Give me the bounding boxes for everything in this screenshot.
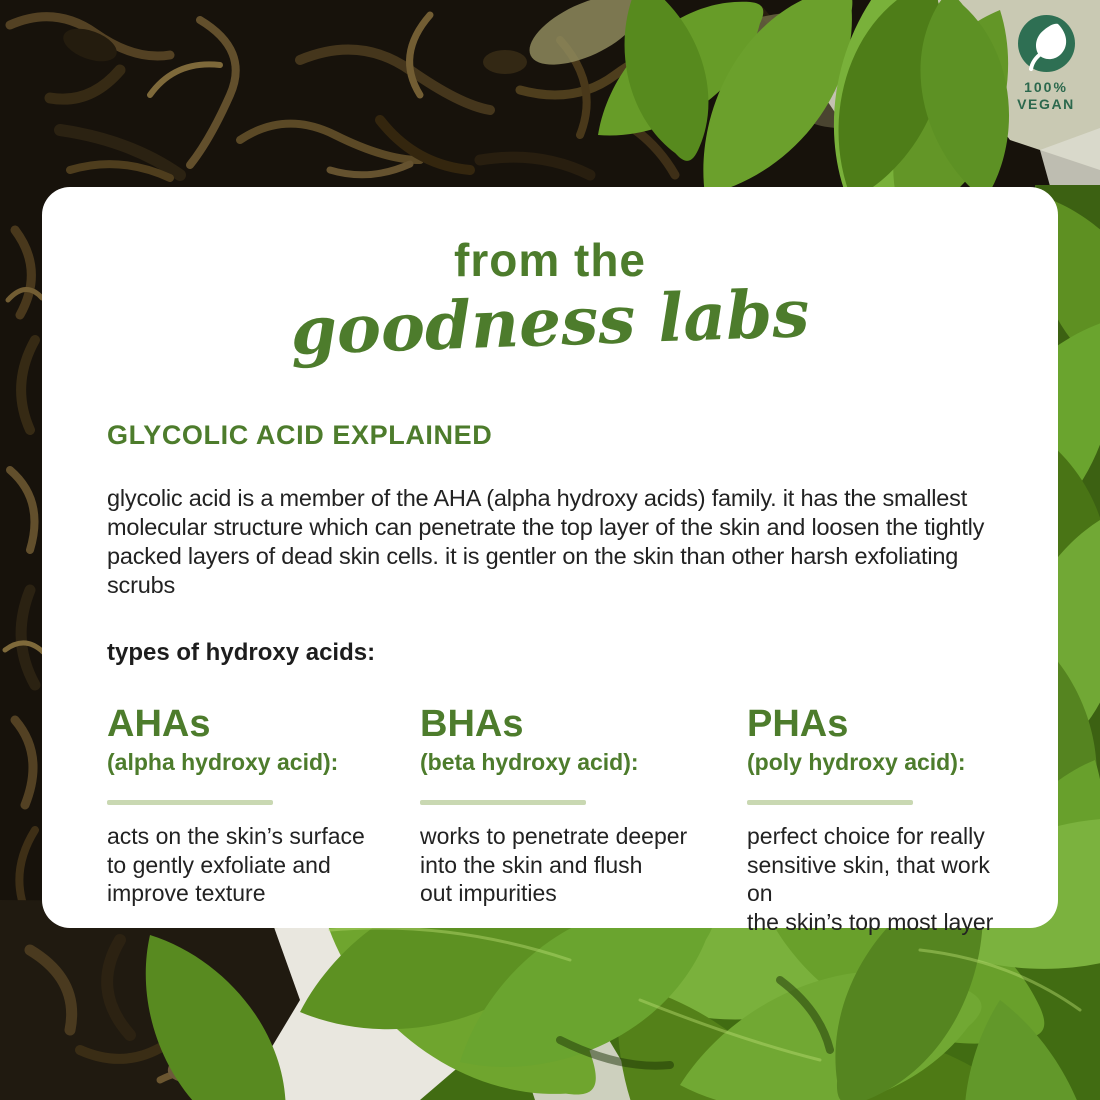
acid-abbr: PHAs: [747, 703, 849, 745]
divider-line: [107, 800, 273, 805]
acid-abbr: AHAs: [107, 703, 211, 745]
acid-description-line: out impurities: [420, 880, 557, 907]
section-heading: GLYCOLIC ACID EXPLAINED: [107, 420, 493, 450]
acid-description: [747, 822, 1017, 936]
acid-column-ahas: [107, 705, 420, 936]
acid-columns: [107, 705, 1017, 936]
acid-description-line: perfect choice for really: [747, 823, 985, 850]
acid-description: [107, 822, 420, 908]
acid-description-line: sensitive skin, that work on: [747, 851, 990, 907]
acid-description-line: to gently exfoliate and: [107, 851, 331, 878]
masthead-title: goodness labs: [289, 273, 811, 371]
badge-percent: 100%: [1024, 79, 1068, 95]
vegan-badge: [1013, 15, 1079, 112]
info-card: [42, 187, 1058, 935]
leaf-icon: [1018, 15, 1075, 72]
divider-line: [420, 800, 586, 805]
masthead-pretitle: from the: [454, 234, 646, 286]
acid-subtitle: (beta hydroxy acid):: [420, 749, 639, 775]
acid-description-line: improve texture: [107, 880, 266, 907]
acid-description-line: works to penetrate deeper: [420, 823, 688, 850]
acid-subtitle: (poly hydroxy acid):: [747, 749, 966, 775]
acid-column-bhas: [420, 705, 747, 936]
types-label: types of hydroxy acids:: [107, 639, 376, 666]
acid-column-phas: [747, 705, 1017, 936]
badge-label: VEGAN: [1017, 96, 1075, 112]
divider-line: [747, 800, 913, 805]
body-paragraph: glycolic acid is a member of the AHA (alpha hydroxy acids) family. it has the smallest molecular structure which can penetrate the top layer of the skin and loosen the tightly packed layers of dead skin cells. it is gentler on the skin than other harsh exfoliating scrubs: [107, 485, 985, 598]
acid-abbr: BHAs: [420, 703, 524, 745]
acid-subtitle: (alpha hydroxy acid):: [107, 749, 339, 775]
acid-description-line: into the skin and flush: [420, 851, 643, 878]
acid-description: [420, 822, 747, 908]
vegan-badge-circle: [1018, 15, 1075, 72]
acid-description-line: acts on the skin’s surface: [107, 823, 365, 850]
acid-description-line: the skin’s top most layer: [747, 908, 994, 935]
